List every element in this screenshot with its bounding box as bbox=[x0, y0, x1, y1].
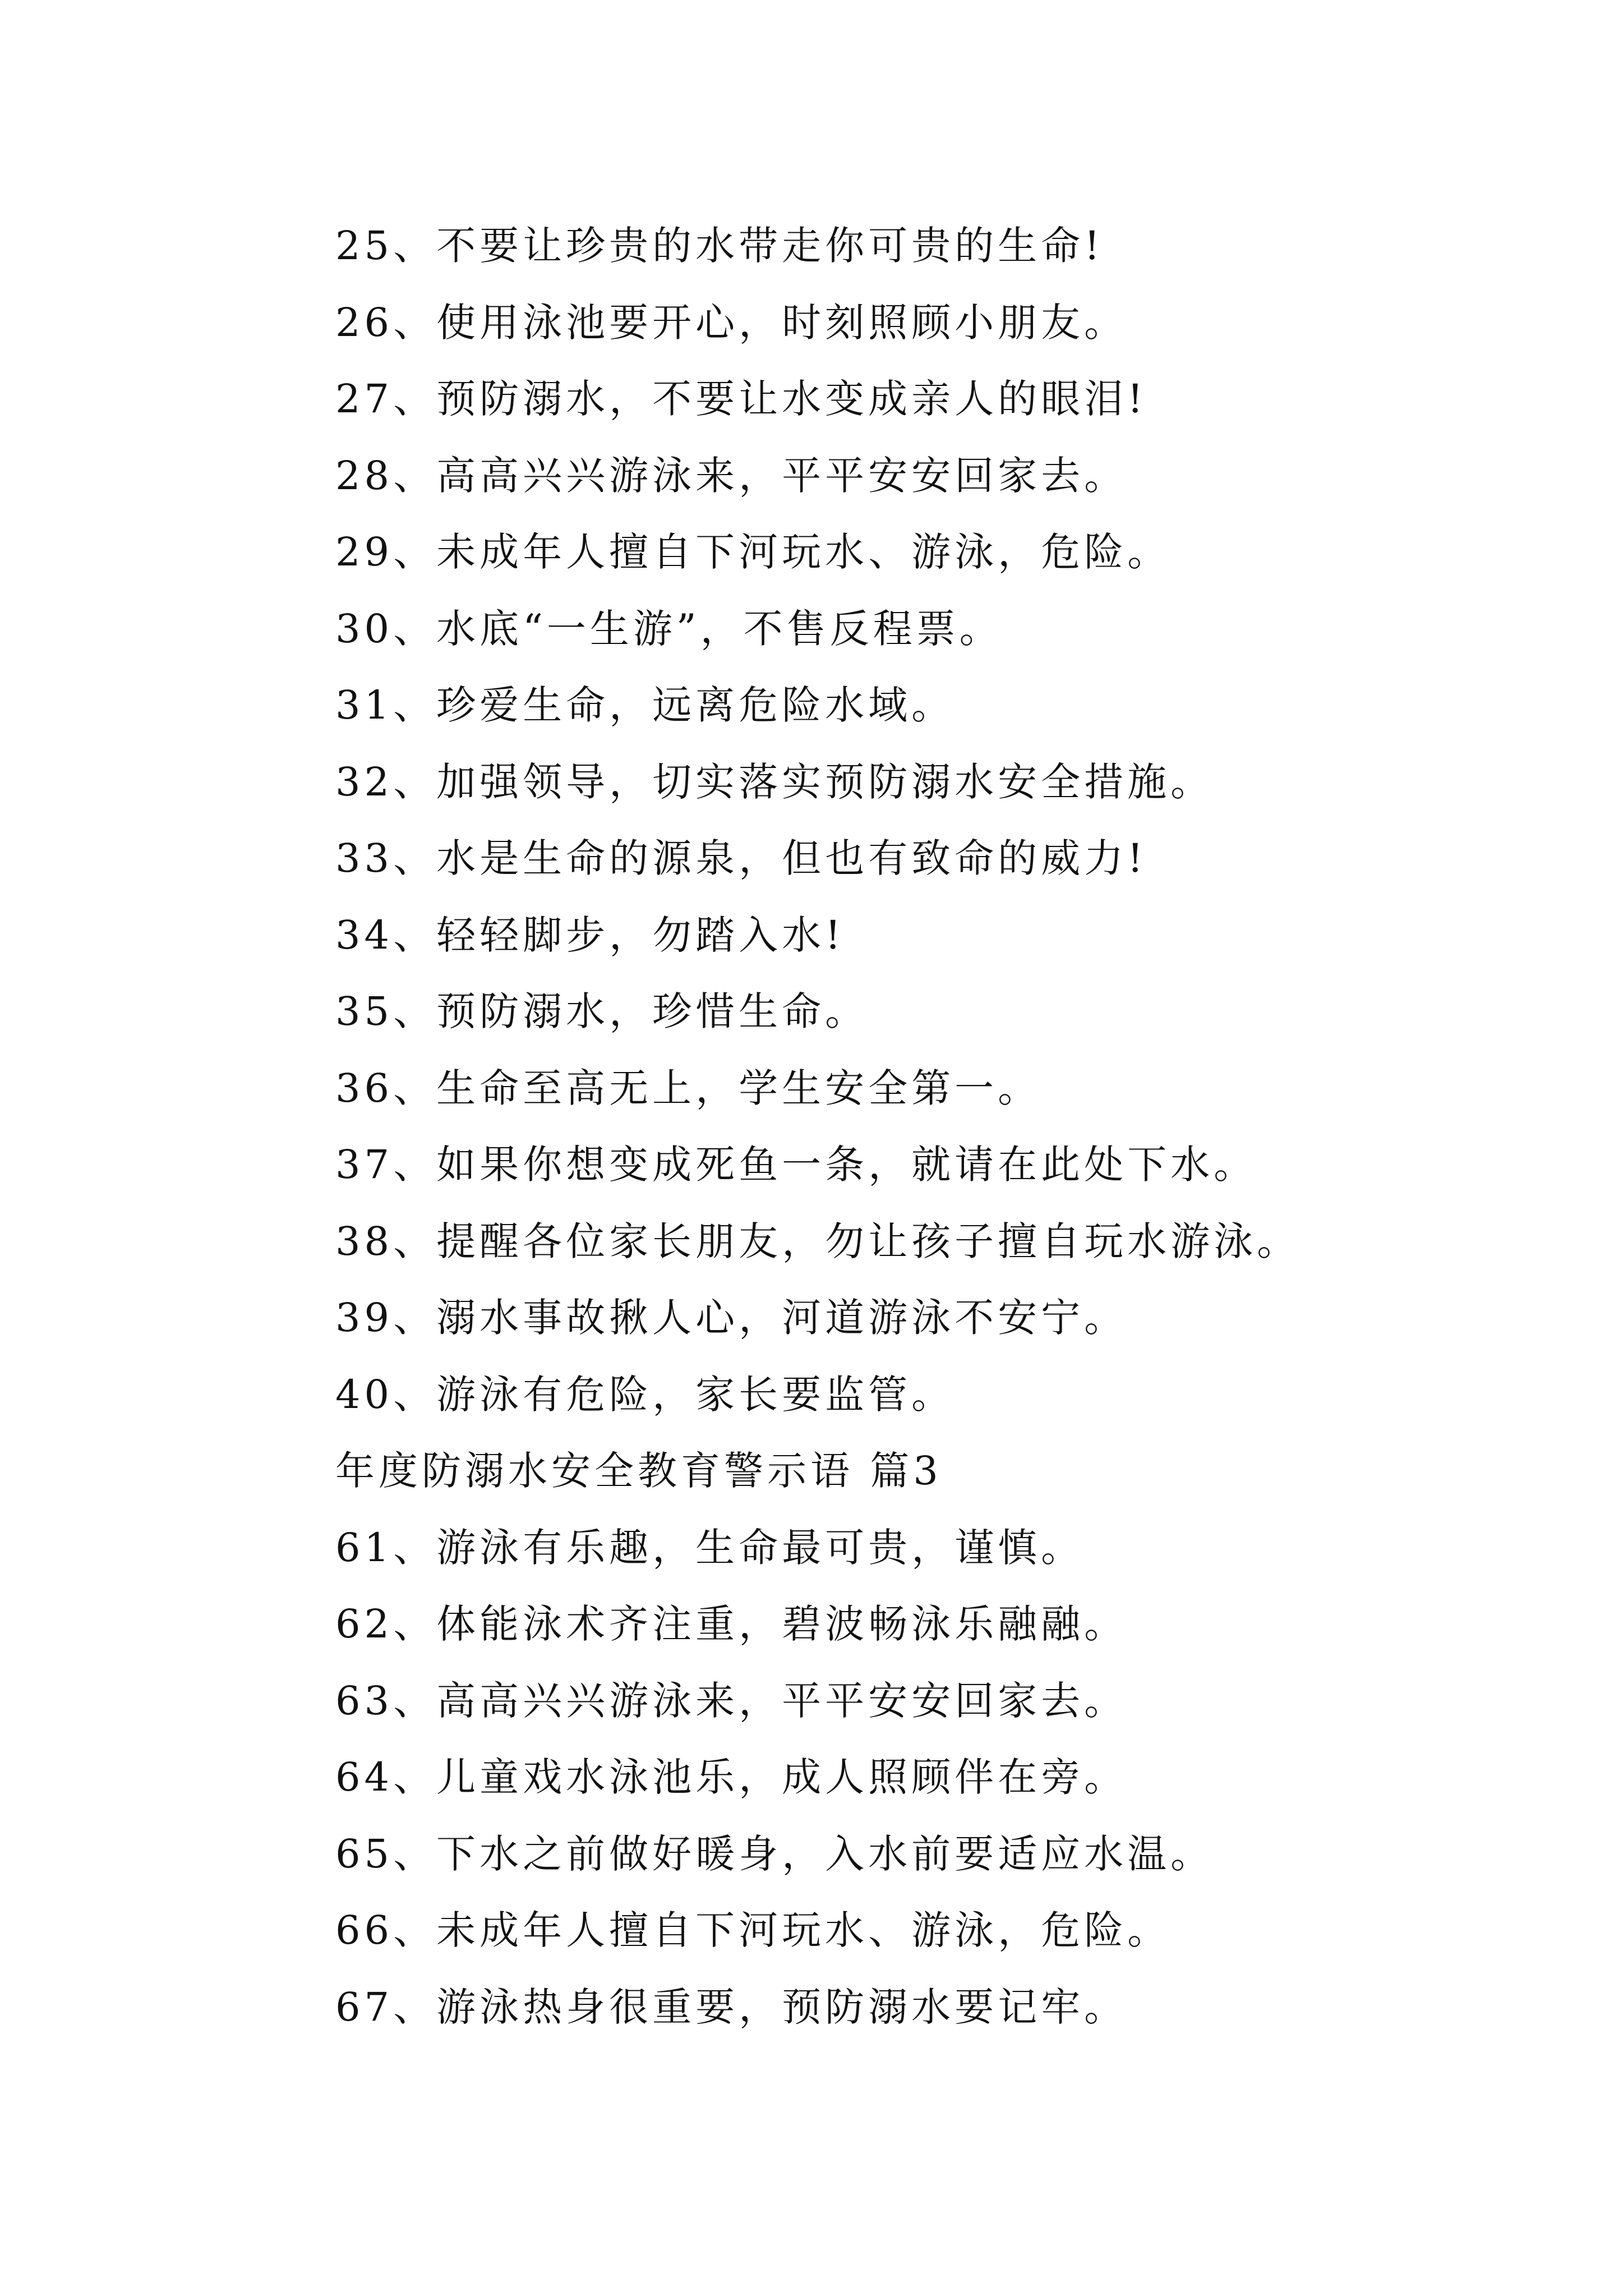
text-line-64: 64、儿童戏水泳池乐，成人照顾伴在旁。 bbox=[335, 1754, 1128, 1800]
text-line-26: 26、使用泳池要开心，时刻照顾小朋友。 bbox=[335, 299, 1128, 346]
text-line-33: 33、水是生命的源泉，但也有致命的威力! bbox=[335, 835, 1147, 881]
text-line-27: 27、预防溺水，不要让水变成亲人的眼泪! bbox=[335, 376, 1147, 422]
text-line-38: 38、提醒各位家长朋友，勿让孩子擅自玩水游泳。 bbox=[335, 1218, 1301, 1264]
text-line-61: 61、游泳有乐趣，生命最可贵，谨慎。 bbox=[335, 1524, 1085, 1571]
text-line-35: 35、预防溺水，珍惜生命。 bbox=[335, 988, 869, 1034]
text-line-39: 39、溺水事故揪人心，河道游泳不安宁。 bbox=[335, 1295, 1128, 1341]
section-heading: 年度防溺水安全教育警示语 篇3 bbox=[335, 1448, 942, 1494]
text-line-32: 32、加强领导，切实落实预防溺水安全措施。 bbox=[335, 758, 1214, 805]
text-line-67: 67、游泳热身很重要，预防溺水要记牢。 bbox=[335, 1984, 1128, 2030]
document-body bbox=[335, 208, 1485, 2045]
text-line-34: 34、轻轻脚步，勿踏入水! bbox=[335, 912, 845, 958]
text-line-37: 37、如果你想变成死鱼一条，就请在此处下水。 bbox=[335, 1142, 1257, 1188]
text-line-63: 63、高高兴兴游泳来，平平安安回家去。 bbox=[335, 1677, 1128, 1724]
text-line-30: 30、水底“一生游”，不售反程票。 bbox=[335, 605, 1003, 652]
text-line-66: 66、未成年人擅自下河玩水、游泳，危险。 bbox=[335, 1907, 1171, 1953]
text-line-29: 29、未成年人擅自下河玩水、游泳，危险。 bbox=[335, 529, 1171, 575]
text-line-36: 36、生命至高无上，学生安全第一。 bbox=[335, 1065, 1041, 1111]
text-line-65: 65、下水之前做好暖身，入水前要适应水温。 bbox=[335, 1830, 1214, 1877]
text-line-40: 40、游泳有危险，家长要监管。 bbox=[335, 1371, 955, 1418]
text-line-28: 28、高高兴兴游泳来，平平安安回家去。 bbox=[335, 452, 1128, 499]
text-line-31: 31、珍爱生命，远离危险水域。 bbox=[335, 682, 955, 728]
text-line-62: 62、体能泳术齐注重，碧波畅泳乐融融。 bbox=[335, 1601, 1128, 1647]
text-line-25: 25、不要让珍贵的水带走你可贵的生命! bbox=[335, 223, 1104, 269]
